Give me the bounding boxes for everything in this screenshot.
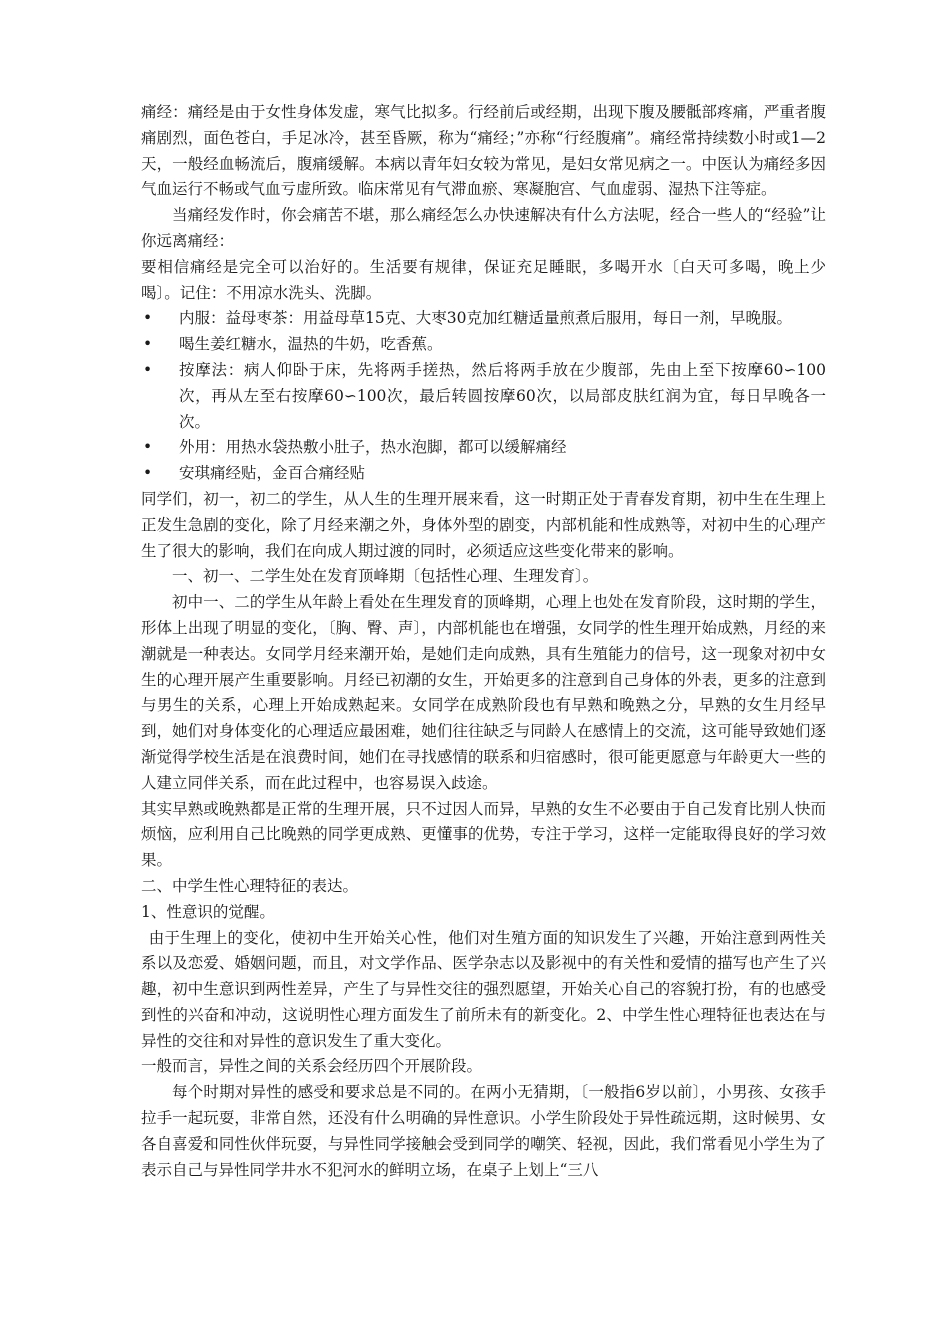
remedy-list — [141, 306, 826, 487]
paragraph-development-peak: 初中一、二的学生从年龄上看处在生理发育的顶峰期，心理上也处在发育阶段，这时期的学生，形体上出现了明显的变化，〔胸、臀、声〕，内部机能也在增强，女同学的性生理开始成熟，月经的来潮就是一种表达。女同学月经来潮开始，是她们走向成熟，具有生殖能力的信号，这一现象对初中女生的心理开展产生重要影响。月经已初潮的女生，开始更多的注意到自己身体的外表，更多的注意到与男生的关系，心理上开始成熟起来。女同学在成熟阶段也有早熟和晚熟之分，早熟的女生月经早到，她们对身体变化的心理适应最困难，她们往往缺乏与同龄人在感情上的交流，这可能导致她们逐渐觉得学校生活是在浪费时间，她们在寻找感情的联系和归宿感时，很可能更愿意与年龄更大一些的人建立同伴关系，而在此过程中，也容易误入歧途。 — [141, 593, 826, 792]
paragraph-four-stages: 一般而言，异性之间的关系会经历四个开展阶段。 — [141, 1057, 483, 1076]
list-item-text: 内服：益母枣茶：用益母草15克、大枣30克加红糖适量煎煮后服用，每日一剂，早晚服。 — [179, 309, 792, 328]
list-item — [141, 358, 826, 435]
paragraph-sexual-awareness: 由于生理上的变化，使初中生开始关心性，他们对生殖方面的知识发生了兴趣，开始注意到两性关系以及恋爱、婚姻问题，而且，对文学作品、医学杂志以及影视中的有关性和爱情的描写也产生了兴趣，初中生意识到两性差异，产生了与异性交往的强烈愿望，开始关心自己的容貌打扮，有的也感受到性的兴奋和冲动，这说明性心理方面发生了前所未有的新变化。2、中学生性心理特征也表达在与异性的交往和对异性的意识发生了重大变化。 — [141, 928, 826, 1050]
paragraph-students-intro: 同学们，初一，初二的学生，从人生的生理开展来看，这一时期正处于青春发育期，初中生在生理上正发生急剧的变化，除了月经来潮之外，身体外型的剧变，内部机能和性成熟等，对初中生的心理产生了很大的影响，我们在向成人期过渡的同时，必须适应这些变化带来的影响。 — [141, 489, 826, 560]
paragraph-stage-description: 每个时期对异性的感受和要求总是不同的。在两小无猜期，〔一般指6岁以前〕，小男孩、女孩手拉手一起玩耍，非常自然，还没有什么明确的异性意识。小学生阶段处于异性疏远期，这时候男、女各自喜爱和同性伙伴玩耍，与异性同学接触会受到同学的嘲笑、轻视，因此，我们常看见小学生为了表示自己与异性同学井水不犯河水的鲜明立场，在桌子上划上“三八 — [141, 1083, 826, 1179]
list-item-text: 安琪痛经贴，金百合痛经贴 — [179, 464, 366, 483]
section-heading-2: 二、中学生性心理特征的表达。 — [141, 876, 359, 895]
paragraph-dysmenorrhea-definition: 痛经：痛经是由于女性身体发虚，寒气比拟多。行经前后或经期，出现下腹及腰骶部疼痛，严重者腹痛剧烈，面色苍白，手足冰冷，甚至昏厥，称为“痛经；”亦称“行经腹痛”。痛经常持续数小时或1—2天，一般经血畅流后，腹痛缓解。本病以青年妇女较为常见，是妇女常见病之一。中医认为痛经多因气血运行不畅或气血亏虚所致。临床常见有气滞血瘀、寒凝胞宫、气血虚弱、湿热下注等症。 — [141, 103, 826, 199]
list-item — [141, 435, 826, 461]
list-item — [141, 306, 826, 332]
paragraph-relief-intro: 当痛经发作时，你会痛苦不堪，那么痛经怎么办快速解决有什么方法呢，经合一些人的“经验”让你远离痛经： — [141, 206, 826, 250]
list-item — [141, 461, 826, 487]
list-item-text: 外用：用热水袋热敷小肚子，热水泡脚，都可以缓解痛经 — [179, 438, 567, 457]
section-heading-1: 一、初一、二学生处在发育顶峰期〔包括性心理、生理发育〕。 — [172, 567, 599, 586]
list-item-text: 按摩法：病人仰卧于床，先将两手搓热，然后将两手放在少腹部，先由上至下按摩60∽100次，再从左至右按摩60∽100次，最后转圆按摩60次，以局部皮肤红润为宜，每日早晚各一次。 — [179, 360, 826, 431]
subsection-heading-1: 1、性意识的觉醒。 — [141, 902, 275, 921]
paragraph-early-late-maturity: 其实早熟或晚熟都是正常的生理开展，只不过因人而异，早熟的女生不必要由于自己发育比别人快而烦恼，应利用自己比晚熟的同学更成熟、更懂事的优势，专注于学习，这样一定能取得良好的学习效果。 — [141, 799, 826, 870]
list-item — [141, 332, 826, 358]
paragraph-lifestyle-advice: 要相信痛经是完全可以治好的。生活要有规律，保证充足睡眠，多喝开水〔白天可多喝，晚上少喝〕。记住：不用凉水洗头、洗脚。 — [141, 257, 826, 302]
list-item-text: 喝生姜红糖水，温热的牛奶，吃香蕉。 — [179, 335, 443, 354]
